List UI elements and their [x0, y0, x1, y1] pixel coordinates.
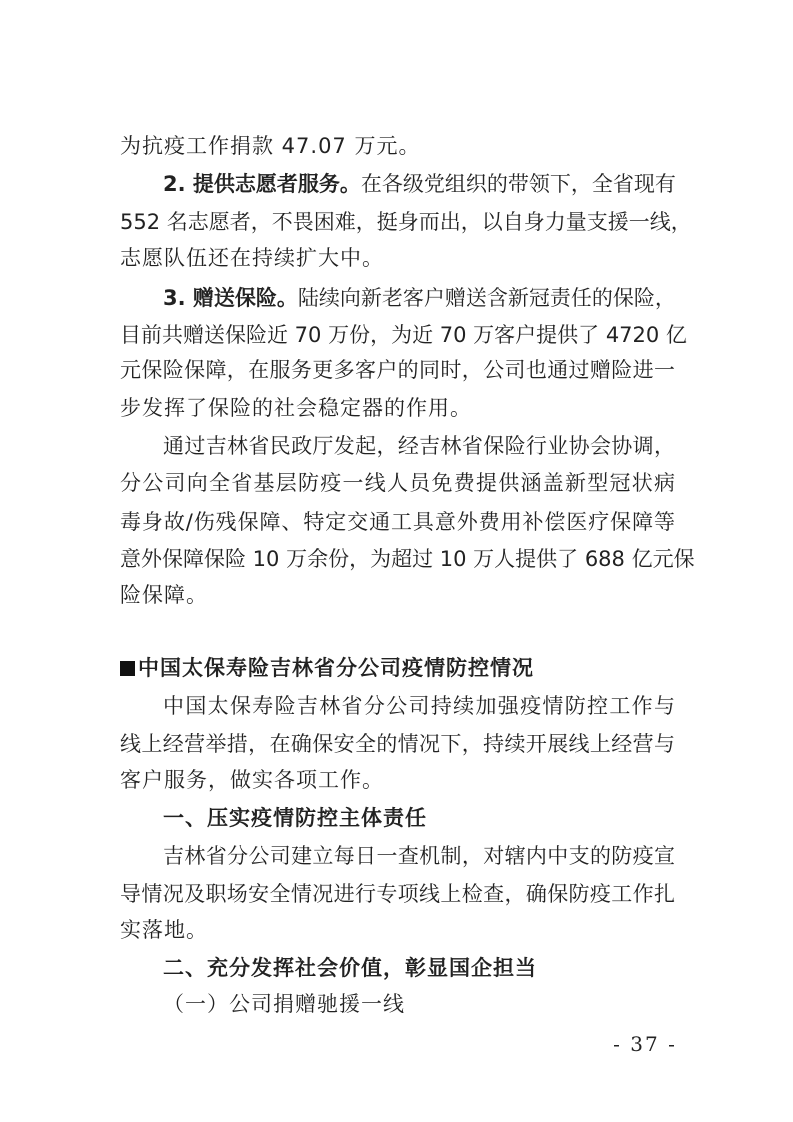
paragraph-line: 实落地。 [120, 918, 208, 942]
item-volunteer-line: 志愿队伍还在持续扩大中。 [120, 246, 384, 270]
item-insurance-first-line [163, 280, 675, 316]
item-volunteer-first-line [163, 166, 675, 202]
item-volunteer-line: 552 名志愿者，不畏困难，挺身而出，以自身力量支援一线， [120, 210, 692, 234]
paragraph-line: 线上经营举措，在确保安全的情况下，持续开展线上经营与 [120, 732, 675, 756]
paragraph-line: 毒身故/伤残保障、特定交通工具意外费用补偿医疗保障等 [120, 510, 675, 534]
item-insurance-label: 3. 赠送保险。 [163, 286, 298, 310]
page-number: - 37 - [613, 1032, 677, 1056]
section-title [120, 650, 675, 686]
paragraph-line: 意外保障保险 10 万余份，为超过 10 万人提供了 688 亿元保 [120, 547, 695, 571]
subheading-1: （一）公司捐赠驰援一线 [163, 992, 405, 1016]
heading-1: 一、压实疫情防控主体责任 [163, 806, 427, 830]
paragraph-line: 吉林省分公司建立每日一查机制，对辖内中支的防疫宣 [163, 844, 675, 868]
paragraph-line: 险保障。 [120, 583, 208, 607]
item-insurance-line: 目前共赠送保险近 70 万份，为近 70 万客户提供了 4720 亿 [120, 323, 687, 347]
item-insurance-line: 元保险保障，在服务更多客户的同时，公司也通过赠险进一 [120, 358, 675, 382]
paragraph-line: 分公司向全省基层防疫一线人员免费提供涵盖新型冠状病 [120, 471, 675, 495]
item-volunteer-label: 2. 提供志愿者服务。 [163, 172, 361, 196]
paragraph-line: 通过吉林省民政厅发起，经吉林省保险行业协会协调， [163, 434, 675, 458]
continuation-text: 为抗疫工作捐款 47.07 万元。 [120, 134, 421, 158]
item-volunteer-text: 在各级党组织的带领下，全省现有 [360, 172, 676, 196]
item-insurance-text: 陆续向新老客户赠送含新冠责任的保险， [297, 286, 676, 310]
heading-2: 二、充分发挥社会价值，彰显国企担当 [163, 956, 537, 980]
item-insurance-line: 步发挥了保险的社会稳定器的作用。 [120, 396, 472, 420]
paragraph-line: 客户服务，做实各项工作。 [120, 768, 384, 792]
paragraph-line: 导情况及职场安全情况进行专项线上检查，确保防疫工作扎 [120, 882, 675, 906]
square-bullet-icon [120, 661, 135, 676]
section-title-text: 中国太保寿险吉林省分公司疫情防控情况 [138, 656, 534, 680]
paragraph-line: 中国太保寿险吉林省分公司持续加强疫情防控工作与 [163, 694, 675, 718]
